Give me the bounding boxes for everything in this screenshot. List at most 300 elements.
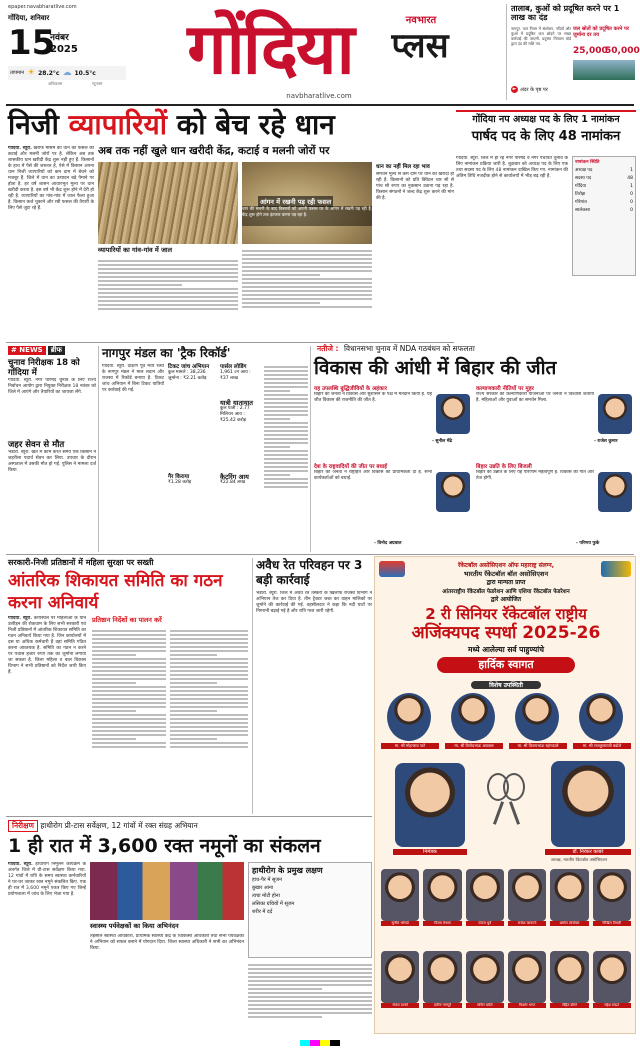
member [466, 951, 504, 1029]
survey-box-title: हाथीरोग के प्रमुख लक्षण [252, 866, 323, 875]
rail-box-1-text: कुल मामले : 38,236 जुर्माना : ₹2.21 करोड़ [168, 370, 207, 381]
guest-name-1: मा. श्री मोहनराव पाटे [381, 743, 439, 749]
text-line [98, 292, 238, 294]
sand-story[interactable] [256, 558, 372, 814]
rail-box-1 [168, 364, 214, 464]
text-line [264, 390, 290, 392]
text-line [242, 274, 320, 276]
text-line [92, 658, 166, 660]
host-role: अध्यक्ष, भारतीय रॅकेटबॉल असोसिएशन [550, 857, 608, 862]
quote-1-sig: - सुनील मेंढे [432, 439, 452, 444]
text-line [264, 458, 308, 460]
text-line [170, 726, 248, 728]
survey-headline: 1 ही रात में 3,600 रक्त नमूनों का संकलन [8, 835, 321, 857]
text-line [92, 698, 166, 700]
text-line [92, 734, 166, 736]
text-line [170, 710, 217, 712]
rail-box-4 [220, 474, 260, 486]
ad-logo-left [379, 561, 405, 577]
row-label: गोरेगांव [575, 200, 587, 205]
members-grid [381, 869, 631, 1029]
guest-name-4: मा. श्री राजकुमारजी बडोले [573, 743, 631, 749]
text-line [170, 650, 248, 652]
guest-photo-4 [579, 693, 623, 741]
quote-4-head: बिहार उन्नति के लिए बिजली [476, 464, 532, 470]
news-brief[interactable] [8, 346, 96, 552]
text-line [92, 670, 166, 672]
member [550, 869, 588, 947]
lead-photo [98, 162, 238, 244]
text-line [264, 434, 308, 436]
lead-headline-a: निजी [8, 108, 59, 141]
text-line [170, 730, 248, 732]
text-line [242, 286, 372, 288]
member-name: राजेश कापगते [508, 921, 546, 926]
brief-1-headline: चुनाव निरीक्षक 18 को गोंदिया में [8, 358, 80, 378]
text-line [92, 666, 166, 668]
brief-2-headline: जहर सेवन से मौत [8, 440, 65, 450]
text-line [170, 678, 248, 680]
ad-special: विशेष उपस्थिती [471, 681, 541, 689]
promo-photo [573, 60, 635, 80]
row-label: तिरोड़ा [575, 192, 586, 197]
sun-icon: ☀ [27, 68, 36, 78]
text-line [264, 386, 308, 388]
text-line [98, 268, 238, 270]
text-line [264, 366, 308, 368]
survey-kicker-row [8, 820, 372, 832]
lead-headline-b: व्यापारियों [68, 108, 167, 141]
nomination-headline-2: पार्षद पद के लिए 48 नामांकन [471, 129, 621, 144]
lead-body-2 [98, 258, 238, 338]
text-line [170, 674, 248, 676]
text-line [242, 266, 372, 268]
member [508, 869, 546, 947]
text-line [170, 634, 248, 636]
temp-min: 10.5°c [74, 69, 96, 77]
member [466, 869, 504, 947]
quote-4-body: बिहार की उन्नति के लिए यह परिणाम महत्वपूर्ण है. विकास की गति और तेज होगी. [476, 470, 594, 481]
text-line [170, 690, 248, 692]
text-line [264, 422, 308, 424]
rail-headline: नागपुर मंडल का 'ट्रैक रिकॉर्ड' [102, 346, 231, 360]
brief-2-body: भंडारा. ब्यूरो. खेत में काम करते समय एक किसान ने जहरीला पदार्थ सेवन कर लिया. उपचार के दौरान अस्पताल में उसकी मौत हो गई. पुलिस ने मामला दर्ज किया. [8, 450, 96, 473]
date-month: नवंबर [50, 33, 69, 43]
text-line [170, 706, 248, 708]
quote-3-body: बिहार की जनता ने राष्ट्रहित और विकास को प्राथमिकता दी है. सभी कार्यकर्ताओं को बधाई. [314, 470, 432, 481]
ad-logo-right [601, 561, 631, 577]
lead-col3 [376, 162, 454, 338]
host-photo [551, 761, 625, 847]
quote-2-body: राज्य सरकार की कल्याणकारी योजनाओं पर जनता ने विश्वास जताया है. महिलाओं और युवाओं का समर्थन मिला. [476, 392, 594, 403]
quote-1-avatar [436, 394, 470, 434]
rail-box-2 [220, 364, 260, 382]
lead-body-text: खरीफ मौसम की धान की फसल की कटाई और मलनी जोरों पर है. लेकिन अब तक शासकीय धान खरीदी केंद्र शुरू नहीं हुए हैं. किसानों के हाथ में पैसे की जरूरत है, ऐसे में किसान अपना धान निजी व्यापारियों को कम दाम में बेचने को मजबूर हैं. जिले में धान का उत्पादन बड़े पैमाने पर होता है. हर वर्ष शासन आधारभूत मूल्य पर धान खरीदी करता है. इस वर्ष भी केंद्र शुरू होने में देरी हो रही है. व्यापारियों का गांव-गांव में जाल फैला हुआ है. किसान कर्ज चुकाने और रबी फसल की तैयारी के लिए पैसे जुटा रहे हैं. [8, 146, 94, 211]
member-name: निखिल तिवारी [593, 921, 631, 926]
ad-title-1: 2 री सिनियर रॅकेटबॉल राष्ट्रीय [425, 605, 587, 623]
rail-box-5-title: गैर किराया [168, 474, 190, 480]
member-name: प्रवीण नागपुरे [423, 1003, 461, 1008]
table-title: नामांकन स्थिति [575, 160, 600, 165]
date-number: 15 [8, 23, 56, 63]
member [423, 869, 461, 947]
row-value: 1 [630, 184, 633, 189]
text-line [248, 1000, 372, 1002]
rail-box-1-title: टिकट जांच अभियान [168, 364, 210, 370]
election-quote-3 [314, 462, 472, 548]
date-year: 2025 [50, 44, 78, 55]
row-label: अध्यक्ष पद [575, 168, 593, 173]
lead-headline[interactable] [8, 108, 454, 142]
symptom-item: बुखार आना [252, 885, 274, 891]
text-line [98, 272, 238, 274]
survey-body-text: हाथीरोग निर्मूलन कार्यक्रम के अंतर्गत जिले में प्री-टास सर्वेक्षण किया गया. 12 गांवों में रात्रि के समय स्वास्थ्य कर्मचारियों ने घर-घर जाकर रक्त नमूने संकलित किए. एक ही रात में 3,600 नमूने एकत्र किए गए जिन्हें प्रयोगशाला में जांच के लिए भेजा गया है. [8, 862, 86, 897]
text-line [264, 410, 308, 412]
text-line [248, 988, 322, 990]
safety-body [8, 616, 86, 812]
member [593, 869, 631, 947]
guest-photo-2 [451, 693, 495, 741]
member-name: संजय ठाकरे [381, 1003, 419, 1008]
rail-box-3-text: कुल यात्री : 2.77 मिलियन आय : ₹25.42 करोड़ [220, 406, 250, 423]
ad-org-1: रॅकेटबॉल असोसिएशन ऑफ महाराष्ट्र संलग्न, [457, 562, 555, 569]
text-line [248, 1012, 372, 1014]
nomination-table [572, 156, 636, 276]
dateline: गोंदिया, शनिवार [8, 14, 50, 22]
nomination-story[interactable] [456, 110, 636, 320]
arrow-icon: ► [512, 86, 517, 92]
text-line [242, 282, 372, 284]
host-name: डॉ. निरंकर काबरे [545, 849, 631, 855]
text-line [98, 264, 238, 266]
member [381, 951, 419, 1029]
text-line [170, 662, 248, 664]
text-line [264, 482, 308, 484]
text-line [98, 276, 238, 278]
text-line [264, 430, 308, 432]
survey-body [8, 862, 86, 1046]
text-line [242, 270, 372, 272]
member [593, 951, 631, 1029]
text-line [170, 630, 248, 632]
text-line [264, 442, 308, 444]
survey-photo [90, 862, 244, 920]
ad-title-2: अजिंक्यपद स्पर्धा 2025-26 [411, 623, 601, 643]
text-line [92, 678, 166, 680]
election-tagline: विधानसभा चुनाव में NDA गठबंधन को सफलता [343, 344, 475, 353]
row-value: 48 [627, 176, 633, 181]
text-line [264, 382, 308, 384]
text-line [98, 304, 238, 306]
text-line [92, 634, 166, 636]
text-line [264, 446, 290, 448]
lead-subhead: अब तक नहीं खुले धान खरीदी केंद्र, कटाई व मलनी जोरों पर [98, 145, 330, 157]
text-line [264, 398, 308, 400]
row-label: गोंदिया [575, 184, 587, 189]
cloud-icon: ☁ [62, 68, 72, 78]
mp-visit-story[interactable] [456, 324, 636, 344]
promo-arrow[interactable] [511, 86, 548, 93]
quote-2-head: कल्याणकारी नीतियों पर मुहर [476, 386, 534, 392]
rail-body: गोंदिया. ब्यूरो. दक्षिण पूर्व मध्य रेलवे के नागपुर मंडल ने माल लदान और राजस्व में रिकॉर्ड बनाया है. टिकट जांच अभियान में बिना टिकट यात्रियों पर कार्रवाई की गई. [102, 364, 164, 393]
racket-icon [487, 773, 527, 833]
text-line [242, 294, 372, 296]
member-name: रोहित डोंगरे [550, 1003, 588, 1008]
text-line [264, 486, 308, 488]
table-row [575, 167, 633, 175]
text-line [170, 670, 248, 672]
text-line [92, 746, 166, 748]
ad-subtitle: मध्ये आलेल्या सर्व पाहुण्यांचे [467, 645, 544, 654]
text-line [248, 1016, 322, 1018]
text-line [242, 254, 372, 256]
text-line [170, 642, 248, 644]
text-line [264, 438, 308, 440]
col3-body: समर्थन मूल्य से कम दाम पर धान की खरीदी हो रही है. किसानों को प्रति क्विंटल चार सौ से पांच सौ रुपए का नुकसान उठाना पड़ रहा है. किसान संगठनों ने जल्द केंद्र शुरू करने की मांग की है. [376, 172, 454, 201]
text-line [92, 642, 166, 644]
row-value: 0 [630, 192, 633, 197]
text-line [170, 686, 248, 688]
text-line [248, 992, 372, 994]
text-line [264, 378, 308, 380]
survey-kicker: हाथीरोग प्री-टास सर्वेक्षण, 12 गांवों में रक्त संग्रह अभियान [40, 821, 198, 830]
promo-box[interactable] [506, 4, 640, 100]
quote-1-head: यह उपलब्धि बुद्धिजीवियों के अहंकार [314, 386, 387, 392]
promo-headline: तालाब, कुओं को प्रदूषित करने पर 1 लाख का दंड [511, 4, 620, 22]
table-row [575, 183, 633, 191]
quote-4-sig: - परिणय फुके [576, 541, 600, 546]
member [381, 869, 419, 947]
text-line [248, 964, 372, 966]
ad-welcome: हार्दिक स्वागत [437, 657, 575, 673]
text-line [264, 402, 308, 404]
text-line [92, 682, 136, 684]
table-row [575, 191, 633, 199]
text-line [248, 972, 372, 974]
election-headline: विकास की आंधी में बिहार की जीत [314, 357, 557, 379]
text-line [264, 418, 290, 420]
text-line [98, 288, 238, 290]
text-line [98, 308, 238, 310]
color-bar [300, 1040, 340, 1046]
election-quote-1 [314, 384, 472, 460]
text-line [92, 718, 166, 720]
symptom-item: लसिका ग्रंथियों में सूजन [252, 901, 295, 907]
text-line [242, 290, 372, 292]
ad-org-2: भारतीय रॅकेटबॉल बॉल असोसिएशन [463, 570, 549, 578]
ad-org-4: आंतरराष्ट्रीय रॅकेटबॉल फेडरेशन आणि एशिया रॅकेटबॉल फेडरेशन [442, 589, 570, 595]
photo2-label: आंगन में रखनी पड़ रही फसल [260, 198, 332, 206]
member-name: विजय मेश्राम [423, 921, 461, 926]
row-label: सदस्य पद [575, 176, 592, 181]
text-line [92, 710, 136, 712]
text-line [264, 406, 308, 408]
text-line [92, 694, 166, 696]
text-line [248, 996, 372, 998]
text-line [264, 394, 308, 396]
safety-body-2 [92, 628, 166, 812]
promo-body: नागपुर. जल नियम में संशोधन, नदियों और कुओं में प्रदूषित जल छोड़ने पर सख्त कार्रवाई की जाएगी. प्रदूषण नियंत्रण बोर्ड द्वारा दंड की राशि तय. [511, 26, 571, 46]
text-line [92, 662, 166, 664]
rail-box-4-text: ₹22.84 लाख [220, 480, 246, 485]
guest-photo-3 [515, 693, 559, 741]
election-tagline-row [314, 344, 634, 354]
rail-box-2-text: 1,961 टन आय : ₹37 लाख [220, 370, 251, 381]
row-value: 0 [630, 208, 633, 213]
member-name: सुनील भोगाडे [381, 921, 419, 926]
organizer-photo-left [395, 763, 465, 847]
guest-name-3: मा. श्री विजयभाऊ रहांगडाले [509, 743, 567, 749]
lead-body-3 [242, 248, 372, 338]
rail-box-3-title: यात्री यातायात [220, 399, 253, 407]
quote-3-avatar [436, 472, 470, 512]
survey-body-3 [248, 962, 372, 1046]
row-label: सालेकसा [575, 208, 590, 213]
guest-photo-1 [387, 693, 431, 741]
row-value: 1 [630, 168, 633, 173]
promo-amount-2: 50,000 [605, 46, 640, 56]
site-url[interactable]: epaper.navabharatlive.com [8, 4, 77, 10]
text-line [98, 280, 238, 282]
weather-bar [8, 66, 126, 80]
text-line [98, 284, 182, 286]
symptom-item: त्वचा मोटी होना [252, 893, 280, 899]
text-line [248, 976, 372, 978]
quote-3-sig: - विनोद अग्रवाल [374, 541, 402, 546]
masthead-url[interactable]: navbharatlive.com [286, 92, 352, 100]
photo2-text: धान की मलनी के बाद किसानों को अपनी फसल घर के आंगन में रखनी पड़ रही है. केंद्र शुरू होने तक इंतजार करना पड़ रहा है. [242, 206, 372, 226]
text-line [264, 450, 308, 452]
promo-arrow-label: अंदर के पृष्ठ पर [520, 86, 548, 93]
col3-heading: धान का नहीं मिल रहा भाव [376, 164, 430, 170]
text-line [264, 470, 308, 472]
text-line [92, 730, 166, 732]
text-line [92, 742, 166, 744]
member-name: महेश राऊत [593, 1003, 631, 1008]
text-line [264, 478, 308, 480]
text-line [170, 694, 248, 696]
text-line [248, 968, 372, 970]
text-line [92, 650, 166, 652]
text-line [92, 674, 166, 676]
text-line [248, 1004, 372, 1006]
survey-dateline: गोंदिया. ब्यूरो. [8, 862, 33, 867]
rail-box-5 [168, 474, 214, 486]
temp-max-label: अधिकतम [48, 81, 63, 86]
text-line [242, 262, 372, 264]
safety-headline: आंतरिक शिकायत समिति का गठन करना अनिवार्य [8, 571, 223, 613]
text-line [170, 718, 248, 720]
election-tag: नतीजे : [317, 344, 339, 353]
safety-kicker: सरकारी-निजी प्रतिष्ठानों में महिला सुरक्षा पर सख्ती [8, 558, 154, 567]
text-line [92, 722, 166, 724]
guest-name-2: मा. श्री विनोदभाऊ अग्रवाल [445, 743, 503, 749]
rail-box-5-text: ₹1.28 करोड़ [168, 480, 192, 485]
symptom-item: शरीर में दर्द [252, 909, 273, 915]
member [423, 951, 461, 1029]
quote-2-sig: - राजेश कुमार [594, 439, 618, 444]
text-line [92, 690, 166, 692]
text-line [170, 734, 248, 736]
survey-photo-caption: स्वास्थ्य पर्यवेक्षकों का किया अभिनंदन [90, 922, 179, 930]
text-line [92, 654, 136, 656]
sand-headline: अवैध रेत परिवहन पर 3 बड़ी कार्रवाई [256, 558, 363, 587]
lead-dateline: गोंदिया. ब्यूरो. [8, 146, 32, 151]
text-line [242, 250, 372, 252]
text-line [264, 462, 308, 464]
text-line [242, 302, 320, 304]
racketball-ad[interactable] [374, 556, 636, 1034]
text-line [264, 370, 308, 372]
text-line [242, 298, 372, 300]
member [550, 951, 588, 1029]
rail-box-3 [220, 400, 260, 424]
text-line [264, 426, 308, 428]
brand-main: प्लस [391, 26, 449, 66]
row-value: 0 [630, 200, 633, 205]
rail-story[interactable] [102, 346, 308, 552]
election-quote-2 [476, 384, 634, 460]
news-label-text: # NEWS [11, 346, 43, 354]
text-line [92, 706, 166, 708]
text-line [170, 658, 248, 660]
text-line [92, 738, 136, 740]
text-line [170, 638, 248, 640]
text-line [264, 474, 290, 476]
promo-amount-1: 25,000 [573, 46, 608, 56]
quote-2-avatar [598, 394, 632, 434]
quote-3-head: देश के राष्ट्रवादियों की जीत पर बधाई [314, 464, 388, 470]
text-line [170, 702, 248, 704]
text-line [98, 300, 238, 302]
member [508, 951, 546, 1029]
text-line [248, 984, 372, 986]
text-line [98, 260, 238, 262]
member-name: पंकज धुर्वे [466, 921, 504, 926]
text-line [170, 738, 217, 740]
promo-side-title: जल स्रोतों को प्रदूषित करने पर जुर्माना दर तय [573, 26, 629, 38]
text-line [264, 414, 308, 416]
text-line [92, 702, 166, 704]
text-line [92, 726, 166, 728]
text-line [170, 746, 248, 748]
text-line [170, 698, 248, 700]
brand-top: नवभारत [405, 15, 437, 26]
ad-org-5: द्वारे आयोजित [490, 596, 522, 603]
text-line [242, 306, 372, 308]
table-row [575, 199, 633, 207]
news-label-2: ब्रीफ [48, 346, 65, 355]
rail-box-4-title: कैटरिंग आय [220, 473, 249, 481]
ad-org-3: द्वारा मान्यता प्राप्त [486, 579, 526, 586]
lead-photo-caption: व्यापारियों का गांव-गांव में जाल [98, 246, 172, 254]
sand-body: भंडारा. ब्यूरो. जिले में अवैध रेत तस्करी के खिलाफ राजस्व विभाग ने अभियान तेज कर दिया है. तीन ट्रैक्टर जब्त कर वाहन मालिकों पर जुर्माने की कार्रवाई की गई. तहसीलदार ने कहा कि नदी घाटों पर निगरानी बढ़ाई गई है और रात्रि गश्त जारी रहेगी. [256, 591, 372, 614]
text-line [264, 454, 308, 456]
text-line [170, 742, 248, 744]
text-line [92, 646, 166, 648]
text-line [92, 714, 166, 716]
text-line [170, 682, 217, 684]
lead-headline-c: को बेच रहे धान [176, 108, 335, 141]
rail-box-2-title: पार्सल लोडिंग [220, 364, 247, 370]
temp-min-label: न्यूनतम [92, 81, 103, 86]
text-line [170, 646, 248, 648]
text-line [92, 630, 166, 632]
rail-body-2 [264, 364, 308, 550]
masthead-title: गोंदिया [187, 8, 353, 90]
safety-body-3 [170, 628, 248, 812]
member-name: सचिन बघेले [466, 1003, 504, 1008]
